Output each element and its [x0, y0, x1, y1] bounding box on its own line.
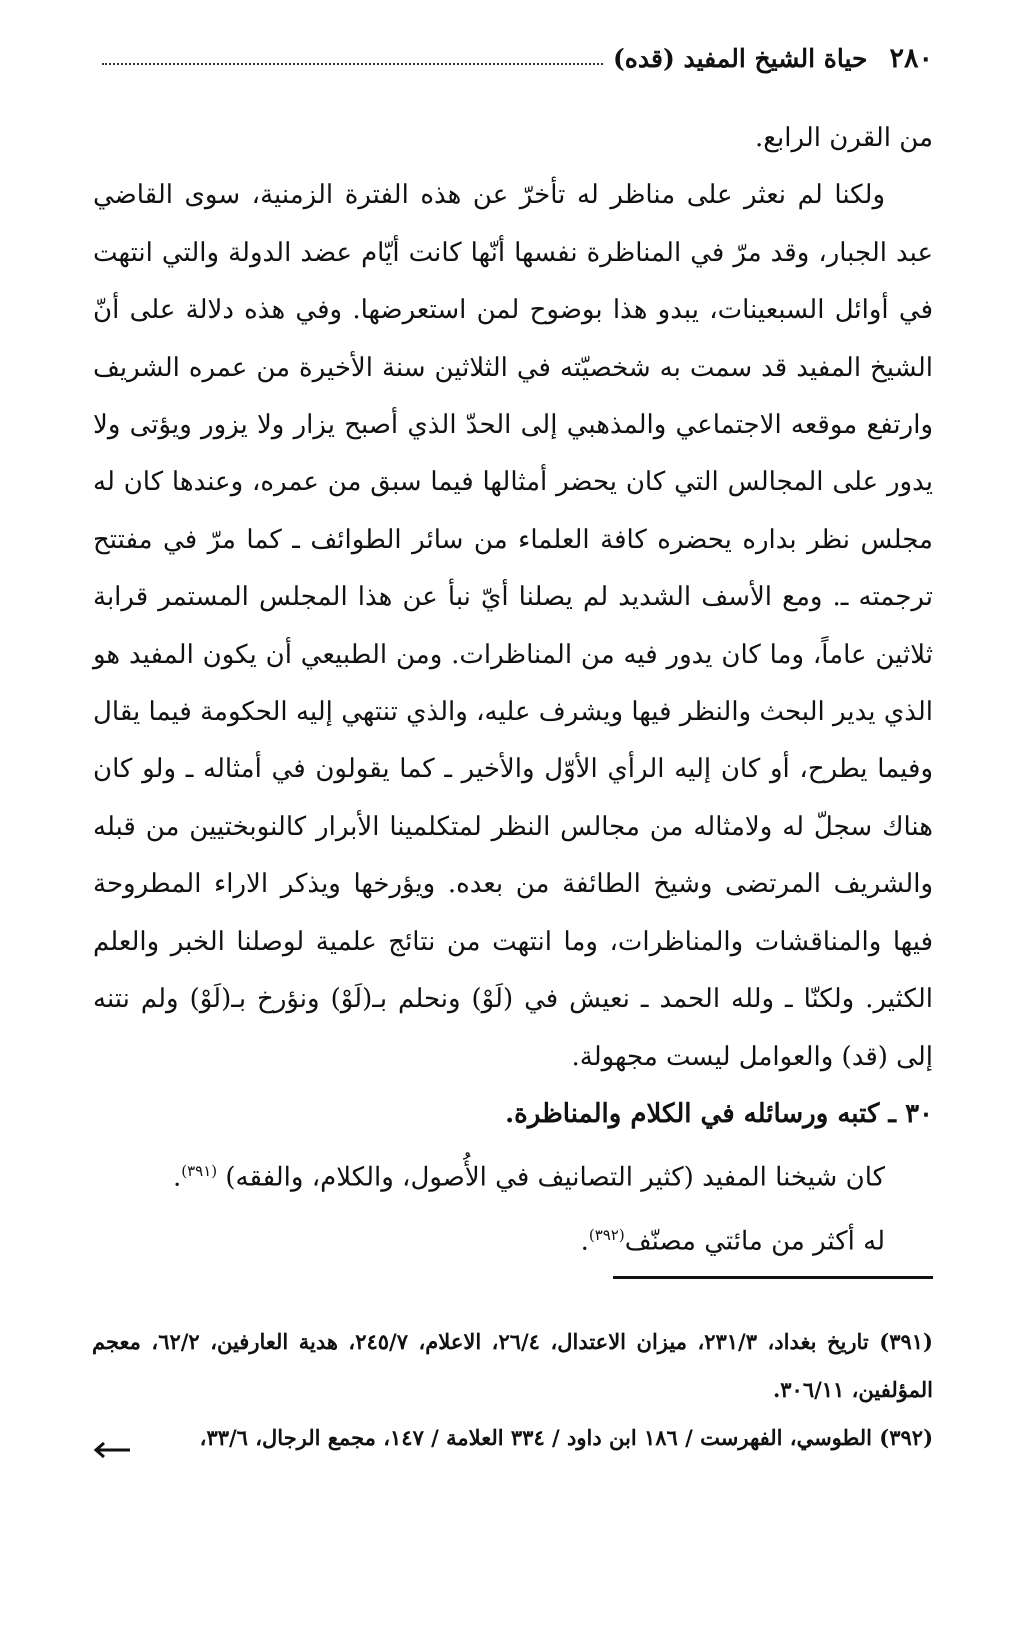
footnote-separator — [613, 1276, 933, 1279]
page-number: ٢٨٠ — [889, 42, 933, 74]
footnotes — [92, 1318, 933, 1462]
paragraph-text: له أكثر من مائتي مصنّف — [624, 1227, 885, 1258]
paragraph: له أكثر من مائتي مصنّف$^{(٣٩٢)}$. — [580, 1226, 885, 1258]
main-text — [93, 110, 933, 1271]
paragraph: ولكنا لم نعثر على مناظر له تأخرّ عن هذه الفترة الزمنية، سوى القاضي عبد الجبار، وقد مرّ في المناظرة نفسها أنّها كانت أيّام عضد الدولة والتي انتهت في أوائل السبعينات، يبدو هذا بوضوح لمن استعرضها. وفي هذه دلالة على أنّ الشيخ المفيد قد سمت به شخصيّته في الثلاثين سنة الأخيرة من عمره الشريف وارتفع موقعه الاجتماعي والمذهبي إلى الحدّ الذي أصبح يزار ولا يزور ويؤتى ولا يدور على المجالس التي كان يحضر أمثالها فيما سبق من عمره، وعندها كان له مجلس نظر بداره يحضره كافة العلماء من سائر الطوائف ـ كما مرّ في مفتتح ترجمته ـ. ومع الأسف الشديد لم يصلنا أيّ نبأ عن هذا المجلس المستمر قرابة ثلاثين عاماً، وما كان يدور فيه من المناظرات. ومن الطبيعي أن يكون المفيد هو الذي يدير البحث والنظر فيها ويشرف عليه، والذي تنتهي إليه الحكومة فيما يقال وفيما يطرح، أو كان إليه الرأي الأوّل والأخير ـ كما يقولون في أمثاله ـ ولو كان هناك سجلّ له ولامثاله من مجالس النظر لمتكلمينا الأبرار كالنوبختيين من قبله والشريف المرتضى وشيخ الطائفة من بعده. ويؤرخها ويذكر الاراء المطروحة فيها والمناقشات والمناظرات، وما انتهت من نتائج علمية لوصلنا الخبر والعلم الكثير. ولكنّا ـ ولله الحمد ـ نعيش في (لَوْ) ونحلم بـ(لَوْ) ونؤرخ بـ(لَوْ) ولم نتنه إلى (قد) والعوامل ليست مجهولة. — [93, 180, 933, 1072]
footnote-reference: (٣٩٢) — [588, 1226, 625, 1245]
section-heading: ٣٠ ـ كتبه ورسائله في الكلام والمناظرة. — [505, 1098, 933, 1129]
footnote: (٣٩٢) الطوسي، الفهرست / ١٨٦ ابن داود / ٣٣٤ العلامة / ١٤٧، مجمع الرجال، ٣٣/٦، — [199, 1425, 933, 1450]
paragraph-text: كان شيخنا المفيد (كثير التصانيف في الأُصول، والكلام، والفقه) — [225, 1162, 885, 1193]
footnote: (٣٩١) تاريخ بغداد، ٢٣١/٣، ميزان الاعتدال، ٢٦/٤، الاعلام، ٢٤٥/٧، هدية العارفين، ٦٢/٢، معجم المؤلفين، ٣٠٦/١١. — [92, 1329, 933, 1402]
running-title: حياة الشيخ المفيد (قده) — [612, 43, 868, 73]
left-arrow-icon — [92, 1440, 132, 1460]
footnote-reference: (٣٩١) — [181, 1162, 218, 1181]
paragraph: كان شيخنا المفيد (كثير التصانيف في الأُصول، والكلام، والفقه) $^{(٣٩١)}$. — [172, 1162, 885, 1193]
page-header — [92, 40, 933, 76]
paragraph: من القرن الرابع. — [754, 123, 933, 153]
header-dot-leader — [102, 63, 603, 65]
